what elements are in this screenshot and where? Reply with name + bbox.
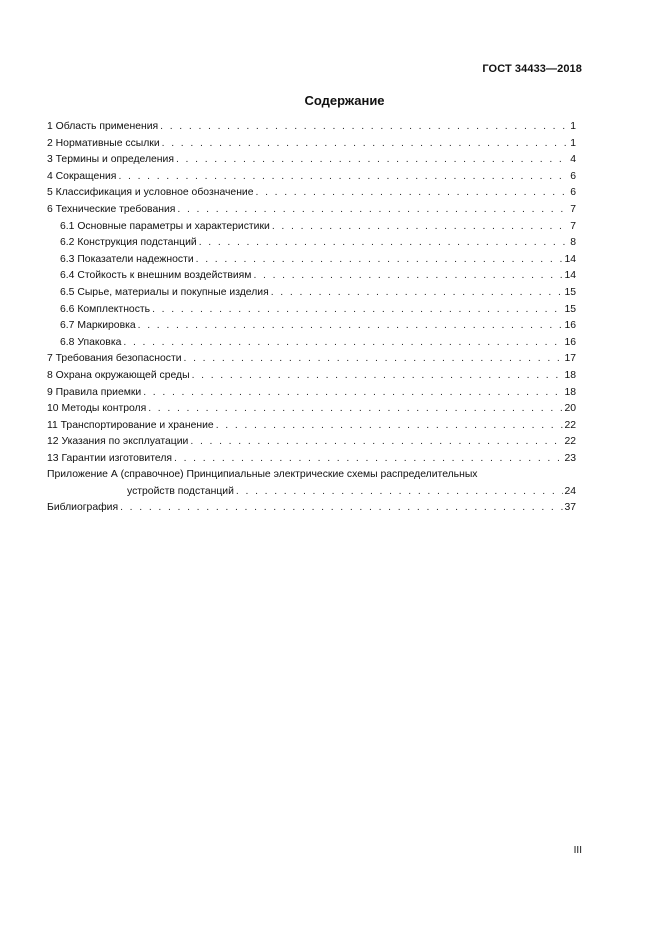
toc-entry-label: 6.8 Упаковка bbox=[60, 335, 123, 352]
leader-dots bbox=[138, 318, 564, 335]
toc-entry-11[interactable] bbox=[47, 418, 576, 435]
leader-dots bbox=[152, 302, 563, 319]
toc-entry-label: 6.7 Маркировка bbox=[60, 318, 138, 335]
toc-entry-page: 7 bbox=[569, 219, 576, 236]
toc-entry-page: 18 bbox=[563, 385, 576, 402]
toc-entry-label: 6.2 Конструкция подстанций bbox=[60, 235, 199, 252]
leader-dots bbox=[184, 351, 564, 368]
toc-entry-page: 17 bbox=[563, 351, 576, 368]
toc-entry-page: 6 bbox=[569, 169, 576, 186]
toc-entry-page: 18 bbox=[563, 368, 576, 385]
toc-entry-page: 23 bbox=[563, 451, 576, 468]
toc-entry-6-8[interactable] bbox=[47, 335, 576, 352]
leader-dots bbox=[177, 202, 569, 219]
toc-entry-label: Библиография bbox=[47, 500, 120, 517]
toc-entry-page: 7 bbox=[569, 202, 576, 219]
document-code: ГОСТ 34433—2018 bbox=[482, 63, 582, 75]
leader-dots bbox=[160, 119, 569, 136]
toc-entry-annex-a[interactable] bbox=[47, 467, 576, 500]
toc-entry-label: 9 Правила приемки bbox=[47, 385, 143, 402]
annex-title-line-2 bbox=[47, 484, 576, 501]
leader-dots bbox=[272, 219, 569, 236]
toc-entry-9[interactable] bbox=[47, 385, 576, 402]
toc-title: Содержание bbox=[304, 93, 385, 108]
toc-entry-label: 6.6 Комплектность bbox=[60, 302, 152, 319]
toc-entry-10[interactable] bbox=[47, 401, 576, 418]
toc-entry-5[interactable] bbox=[47, 185, 576, 202]
leader-dots bbox=[196, 252, 564, 269]
toc-entry-page: 15 bbox=[563, 285, 576, 302]
toc-entry-label: 13 Гарантии изготовителя bbox=[47, 451, 174, 468]
toc-entry-page: 6 bbox=[569, 185, 576, 202]
toc-entry-page: 16 bbox=[563, 335, 576, 352]
toc-entry-page: 20 bbox=[563, 401, 576, 418]
toc-entry-label: 10 Методы контроля bbox=[47, 401, 148, 418]
toc-entry-1[interactable] bbox=[47, 119, 576, 136]
toc-entry-12[interactable] bbox=[47, 434, 576, 451]
toc-entry-label: 6.4 Стойкость к внешним воздействиям bbox=[60, 268, 253, 285]
toc-entry-label: 5 Классификация и условное обозначение bbox=[47, 185, 256, 202]
toc-entry-page: 1 bbox=[569, 136, 576, 153]
toc-entry-6-2[interactable] bbox=[47, 235, 576, 252]
toc-entry-6-7[interactable] bbox=[47, 318, 576, 335]
toc-entry-label: 8 Охрана окружающей среды bbox=[47, 368, 192, 385]
page-number: III bbox=[573, 845, 582, 856]
annex-title-line-1: Приложение А (справочное) Принципиальные электрические схемы распределительных bbox=[47, 469, 478, 481]
toc-entry-label: 11 Транспортирование и хранение bbox=[47, 418, 216, 435]
leader-dots bbox=[271, 285, 564, 302]
toc-entry-6-6[interactable] bbox=[47, 302, 576, 319]
toc-entry-2[interactable] bbox=[47, 136, 576, 153]
leader-dots bbox=[236, 484, 564, 501]
toc-entry-6[interactable] bbox=[47, 202, 576, 219]
leader-dots bbox=[176, 152, 569, 169]
leader-dots bbox=[143, 385, 563, 402]
toc-entry-13[interactable] bbox=[47, 451, 576, 468]
toc-entry-7[interactable] bbox=[47, 351, 576, 368]
leader-dots bbox=[120, 500, 563, 517]
toc-entry-page: 22 bbox=[563, 434, 576, 451]
toc-entry-page: 16 bbox=[563, 318, 576, 335]
leader-dots bbox=[199, 235, 570, 252]
leader-dots bbox=[190, 434, 563, 451]
leader-dots bbox=[174, 451, 563, 468]
toc-entry-page: 15 bbox=[563, 302, 576, 319]
toc-entry-6-4[interactable] bbox=[47, 268, 576, 285]
leader-dots bbox=[162, 136, 570, 153]
toc-entry-label: 6.5 Сырье, материалы и покупные изделия bbox=[60, 285, 271, 302]
toc-entry-label: 3 Термины и определения bbox=[47, 152, 176, 169]
leader-dots bbox=[253, 268, 563, 285]
table-of-contents bbox=[47, 119, 576, 517]
toc-entry-4[interactable] bbox=[47, 169, 576, 186]
toc-entry-label: 12 Указания по эксплуатации bbox=[47, 434, 190, 451]
toc-entry-label: 2 Нормативные ссылки bbox=[47, 136, 162, 153]
toc-entry-label: 6.1 Основные параметры и характеристики bbox=[60, 219, 272, 236]
toc-entry-label: 6 Технические требования bbox=[47, 202, 177, 219]
toc-entry-page: 8 bbox=[569, 235, 576, 252]
toc-entry-6-5[interactable] bbox=[47, 285, 576, 302]
toc-entry-page: 22 bbox=[563, 418, 576, 435]
toc-entry-page: 14 bbox=[563, 252, 576, 269]
toc-entry-page: 24 bbox=[563, 484, 576, 501]
toc-entry-6-1[interactable] bbox=[47, 219, 576, 236]
toc-entry-page: 14 bbox=[563, 268, 576, 285]
leader-dots bbox=[118, 169, 569, 186]
toc-entry-page: 1 bbox=[569, 119, 576, 136]
toc-entry-label: 1 Область применения bbox=[47, 119, 160, 136]
toc-entry-page: 4 bbox=[569, 152, 576, 169]
toc-entry-page: 37 bbox=[563, 500, 576, 517]
leader-dots bbox=[148, 401, 563, 418]
toc-entry-bibliography[interactable] bbox=[47, 500, 576, 517]
toc-entry-label: 4 Сокращения bbox=[47, 169, 118, 186]
leader-dots bbox=[256, 185, 570, 202]
toc-entry-label: устройств подстанций bbox=[127, 484, 236, 501]
toc-entry-3[interactable] bbox=[47, 152, 576, 169]
toc-entry-label: 7 Требования безопасности bbox=[47, 351, 184, 368]
toc-entry-8[interactable] bbox=[47, 368, 576, 385]
toc-entry-6-3[interactable] bbox=[47, 252, 576, 269]
leader-dots bbox=[192, 368, 564, 385]
toc-entry-label: 6.3 Показатели надежности bbox=[60, 252, 196, 269]
leader-dots bbox=[216, 418, 564, 435]
leader-dots bbox=[123, 335, 563, 352]
